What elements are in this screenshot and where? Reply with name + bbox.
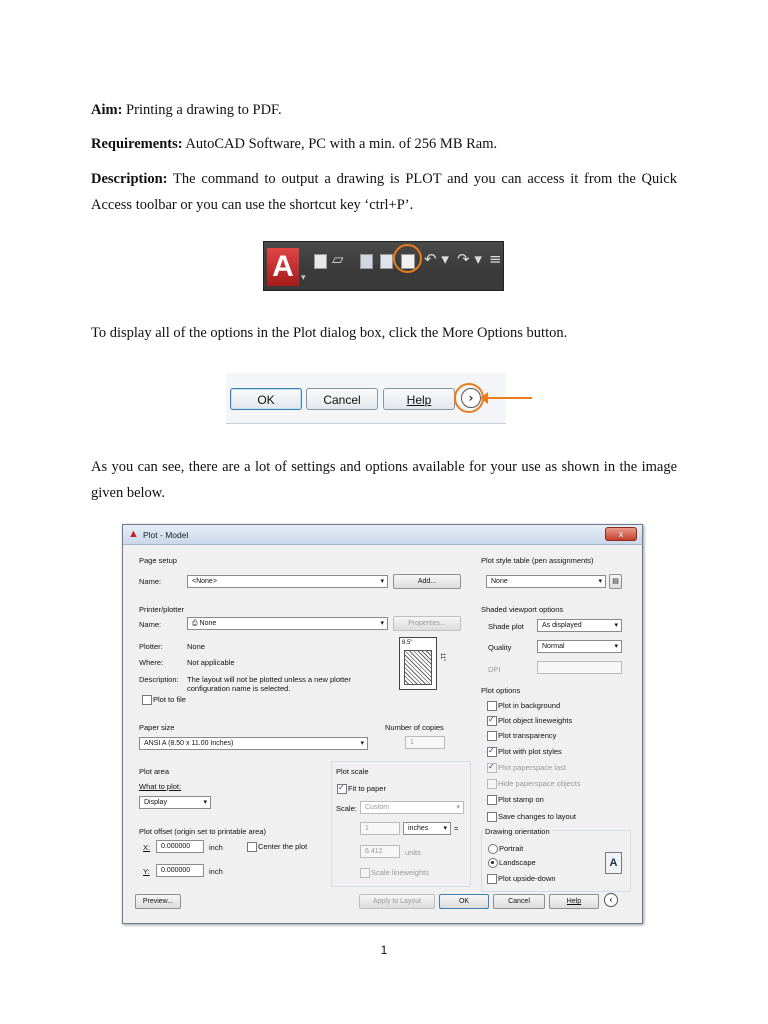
plot-to-file-checkbox[interactable]: Plot to file [142, 695, 186, 704]
paper-preview [399, 637, 437, 690]
plot-help-button[interactable]: Help [549, 894, 599, 909]
landscape-radio[interactable]: Landscape [488, 858, 536, 867]
plotter-value: None [187, 642, 205, 651]
scale-label: Scale: [336, 804, 357, 813]
save-changes-checkbox[interactable]: Save changes to layout [487, 812, 576, 821]
autocad-icon: ▲ [128, 528, 139, 540]
description-value: The layout will not be plotted unless a new plotter configuration name is selected. [187, 675, 351, 693]
quality-label: Quality [488, 643, 512, 652]
undo-icon[interactable]: ↶ ▾ [424, 250, 449, 268]
plot-cancel-button[interactable]: Cancel [493, 894, 545, 909]
plot-scale-group: Plot scale [336, 767, 369, 776]
scale-value2-input[interactable]: 6.412 [360, 845, 400, 858]
add-button[interactable]: Add... [393, 574, 461, 589]
printer-name-value: None [199, 620, 217, 627]
plot-highlight-ring [393, 244, 422, 273]
where-value: Not applicable [187, 658, 235, 667]
edit-plot-style-button[interactable]: ▤ [609, 574, 622, 589]
printer-name-select[interactable] [187, 617, 388, 630]
save-icon[interactable] [360, 254, 373, 269]
open-icon[interactable]: ▱ [332, 250, 344, 268]
scale-value1-input[interactable]: 1 [360, 822, 400, 835]
dpi-label: DPI [488, 665, 501, 674]
apply-to-layout-button[interactable]: Apply to Layout [359, 894, 435, 909]
customize-icon[interactable]: ≡ [489, 250, 502, 268]
requirements-paragraph [91, 131, 677, 157]
fit-to-paper-checkbox[interactable]: Fit to paper ✓ [337, 784, 386, 793]
requirements-label: Requirements: [91, 136, 183, 152]
aim-label: Aim: [91, 102, 123, 118]
redo-icon[interactable]: ↷ ▾ [457, 250, 482, 268]
toolbar-lower-band [264, 270, 503, 290]
plot-dialog [122, 524, 643, 924]
shade-plot-select[interactable]: As displayed ▾ [537, 619, 622, 632]
plot-options-group: Plot options [481, 686, 521, 695]
scale-select[interactable]: Custom ▾ [360, 801, 464, 814]
quality-select[interactable]: Normal ▾ [537, 640, 622, 653]
plot-transparency-checkbox[interactable]: Plot transparency [487, 731, 556, 740]
aim-paragraph [91, 97, 677, 123]
save-as-icon[interactable] [380, 254, 393, 269]
printer-icon: ⎙ [192, 620, 200, 627]
ok-button[interactable]: OK [230, 388, 302, 410]
paper-width-label: 8.5" [402, 640, 413, 646]
less-options-button[interactable]: ‹ [604, 893, 618, 907]
more-options-paragraph: To display all of the options in the Plot dialog box, click the More Options button. [91, 325, 568, 341]
what-to-plot-select[interactable]: Display ▾ [139, 796, 211, 809]
settings-paragraph: As you can see, there are a lot of settings and options available for your use as shown in the image given below. [91, 459, 677, 501]
description-label: Description: [139, 675, 179, 684]
shade-plot-label: Shade plot [488, 622, 524, 631]
what-to-plot-label: What to plot: [139, 782, 182, 791]
portrait-radio[interactable]: Portrait [488, 844, 523, 853]
description-label: Description: [91, 171, 168, 187]
printer-name-label: Name: [139, 620, 162, 629]
paper-size-group: Paper size [139, 723, 175, 732]
requirements-text: AutoCAD Software, PC with a min. of 256 MB Ram. [182, 136, 498, 152]
paper-height-label: 11" [439, 653, 445, 662]
description-paragraph [91, 166, 677, 218]
plot-in-background-checkbox[interactable]: Plot in background [487, 701, 560, 710]
quick-access-toolbar-image [263, 241, 504, 291]
help-button[interactable]: Help [383, 388, 455, 410]
properties-button[interactable]: Properties... [393, 616, 461, 631]
orientation-preview-icon: A [605, 852, 622, 874]
cancel-button[interactable]: Cancel [306, 388, 378, 410]
page-number: 1 [380, 943, 388, 957]
new-icon[interactable] [314, 254, 327, 269]
scale-unit-select[interactable]: inches ▾ [403, 822, 451, 835]
dialog-title: Plot - Model [143, 530, 189, 540]
plot-area-group: Plot area [139, 767, 170, 776]
plot-ok-button[interactable]: OK [439, 894, 489, 909]
where-label: Where: [139, 658, 164, 667]
copies-label: Number of copies [385, 723, 444, 732]
page-setup-name-select[interactable]: <None> ▾ [187, 575, 388, 588]
printer-group: Printer/plotter [139, 605, 185, 614]
dpi-input[interactable] [537, 661, 622, 674]
page-setup-group: Page setup [139, 556, 177, 565]
logo-dropdown-icon[interactable]: ▾ [301, 272, 306, 282]
plot-lineweights-checkbox[interactable]: Plot object lineweights ✓ [487, 716, 572, 725]
scale-equals: = [454, 824, 459, 833]
hide-paperspace-checkbox[interactable]: Hide paperspace objects [487, 779, 581, 788]
offset-y-unit: inch [209, 867, 223, 876]
center-plot-checkbox[interactable]: Center the plot [247, 842, 307, 851]
plot-upside-down-checkbox[interactable]: Plot upside-down [487, 874, 556, 883]
scale-unit2: units [405, 848, 421, 857]
plot-style-select[interactable]: None ▾ [486, 575, 606, 588]
description-text: The command to output a drawing is PLOT and you can access it from the Quick Access toolbar or you can use the shortcut key ‘ctrl+P’. [91, 171, 677, 213]
paper-size-select[interactable]: ANSI A (8.50 x 11.00 Inches) ▾ [139, 737, 368, 750]
copies-input[interactable]: 1 [405, 736, 445, 749]
close-button[interactable]: x [605, 527, 637, 541]
scale-lineweights-checkbox[interactable]: Scale lineweights [360, 868, 429, 877]
autocad-logo-icon[interactable]: A [267, 248, 299, 286]
pointer-arrow [486, 397, 532, 399]
plot-stamp-checkbox[interactable]: Plot stamp on [487, 795, 544, 804]
offset-x-input[interactable]: 0.000000 [156, 840, 204, 853]
offset-y-input[interactable]: 0.000000 [156, 864, 204, 877]
plot-style-group: Plot style table (pen assignments) [481, 556, 594, 565]
paper-printable-area [404, 650, 432, 685]
more-options-button[interactable]: › [461, 388, 481, 408]
shaded-options-group: Shaded viewport options [481, 605, 564, 614]
plotter-label: Plotter: [139, 642, 163, 651]
dialog-title-bar [123, 525, 642, 545]
plot-offset-group: Plot offset (origin set to printable area) [139, 827, 267, 836]
plot-with-styles-checkbox[interactable]: Plot with plot styles ✓ [487, 747, 562, 756]
orientation-group: Drawing orientation [485, 827, 550, 836]
offset-x-unit: inch [209, 843, 223, 852]
offset-x-label: X: [143, 843, 151, 852]
plot-paperspace-last-checkbox[interactable]: Plot paperspace last ✓ [487, 763, 566, 772]
aim-text: Printing a drawing to PDF. [122, 102, 282, 118]
offset-y-label: Y: [143, 867, 150, 876]
page-setup-name-label: Name: [139, 577, 162, 586]
preview-button[interactable]: Preview... [135, 894, 181, 909]
